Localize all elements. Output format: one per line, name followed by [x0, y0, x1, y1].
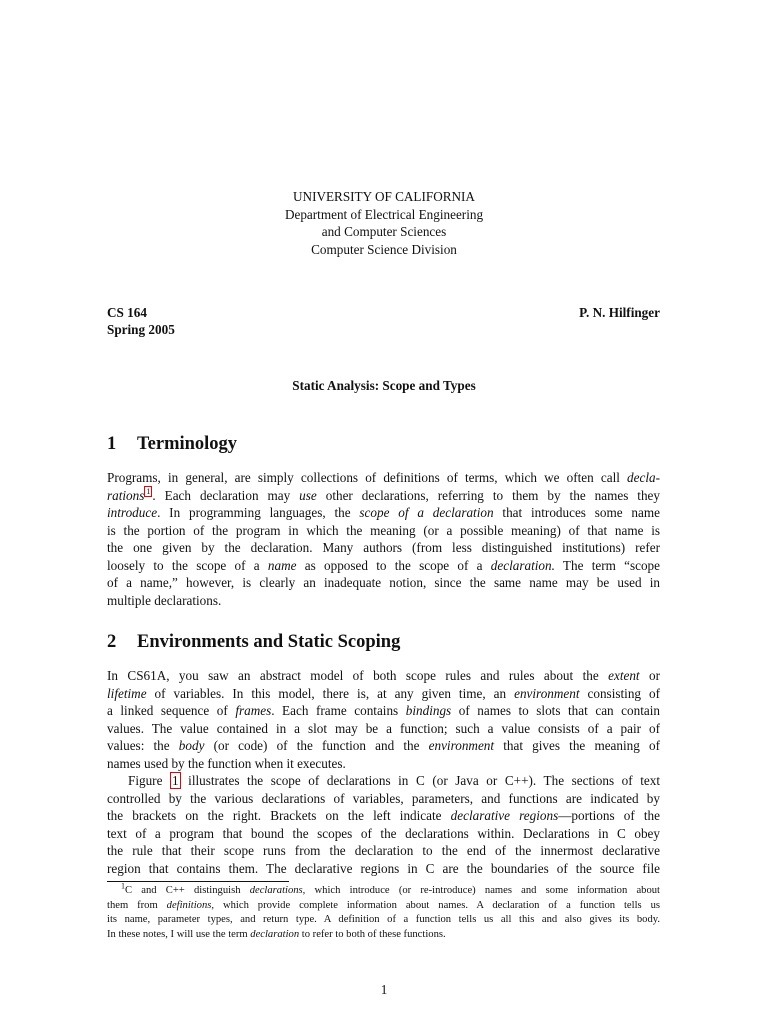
paragraph-line: a linked sequence of frames. Each frame contains bindings of names to slots that can contain [107, 703, 660, 718]
section-title: Environments and Static Scoping [137, 632, 401, 652]
paragraph-line: In CS61A, you saw an abstract model of both scope rules and rules about the extent or [107, 668, 660, 683]
section-heading-2 [107, 632, 400, 653]
paragraph-line: values. The value contained in a slot may be a function; such a value consists of a pair of [107, 720, 660, 736]
footnote-line: them from definitions, which provide complete information about names. A declaration of a function tells us [107, 899, 660, 911]
paragraph-line: of a name,” however, is clearly an inadequate notion, since the same name may be used in [107, 575, 660, 590]
section-number: 2 [107, 632, 117, 652]
section-2-paragraph-2 [107, 772, 660, 877]
footnote-reference-link[interactable]: 1 [146, 487, 151, 497]
paragraph-line: the one given by the declaration. Many authors (from less distinguished institutions) refer [107, 540, 660, 555]
paragraph-line: multiple declarations. [107, 592, 222, 608]
footnote-marker: 1 [121, 881, 125, 891]
footnote-line: $^1$C and C++ distinguish declarations, which introduce (or re-introduce) names and some information about [121, 881, 660, 896]
section-heading-1 [107, 434, 237, 455]
paragraph-line: loosely to the scope of a name as opposed to the scope of a declaration. The term “scope [107, 557, 661, 573]
figure-reference-link[interactable]: 1 [172, 773, 179, 788]
department-name-continued: and Computer Sciences [321, 224, 447, 239]
paragraph-line: controlled by the various declarations of variables, parameters, and functions are indicated by [107, 790, 660, 806]
footnote-line: its name, parameter types, and return type. A definition of a function tells us all this and also gives its body. [107, 914, 660, 925]
course-term: Spring 2005 [107, 322, 175, 337]
paragraph-line: region that contains them. The declarative regions in C are the boundaries of the source file [107, 860, 660, 876]
paragraph-line: text of a program that bound the scopes of the declarations within. Declarations in C obey [107, 825, 660, 841]
footnote [107, 881, 660, 942]
paragraph-line: names used by the function when it executes. [107, 755, 346, 771]
paragraph-line: Programs, in general, are simply collections of definitions of terms, which we often call decla- [107, 470, 660, 485]
paragraph-line: is the portion of the program in which the meaning (or a possible meaning) of that name is [107, 522, 660, 538]
paragraph-line: rations $^1$ . Each declaration may use other declarations, referring to them by the names they [107, 487, 660, 503]
paragraph-line: introduce. In programming languages, the scope of a declaration that introduces some name [107, 505, 660, 520]
page-number: 1 [380, 982, 388, 997]
section-2-paragraph-1 [107, 667, 660, 772]
division-name: Computer Science Division [311, 242, 457, 257]
footnote-divider [107, 881, 289, 882]
paragraph-line: Figure 1 illustrates the scope of declarations in C (or Java or C++). The sections of text [128, 773, 661, 788]
department-name: Department of Electrical Engineering [284, 207, 484, 222]
section-title: Terminology [137, 434, 238, 454]
paragraph-line: the rule that their scope runs from the declaration to the end of the innermost declarative [107, 843, 660, 858]
section-1-paragraph [107, 469, 660, 609]
university-name: UNIVERSITY OF CALIFORNIA [293, 189, 475, 204]
footnote-line: In these notes, I will use the term declaration to refer to both of these functions. [107, 928, 446, 940]
paragraph-line: the brackets on the right. Brackets on the left indicate declarative regions—portions of the [107, 808, 660, 823]
paragraph-line: values: the body (or code) of the function and the environment that gives the meaning of [107, 738, 661, 753]
course-author: P. N. Hilfinger [579, 305, 660, 320]
section-number: 1 [107, 434, 117, 454]
course-code: CS 164 [107, 305, 147, 320]
document-title: Static Analysis: Scope and Types [292, 378, 476, 393]
paragraph-line: lifetime of variables. In this model, there is, at any given time, an environment consisting of [107, 685, 660, 701]
